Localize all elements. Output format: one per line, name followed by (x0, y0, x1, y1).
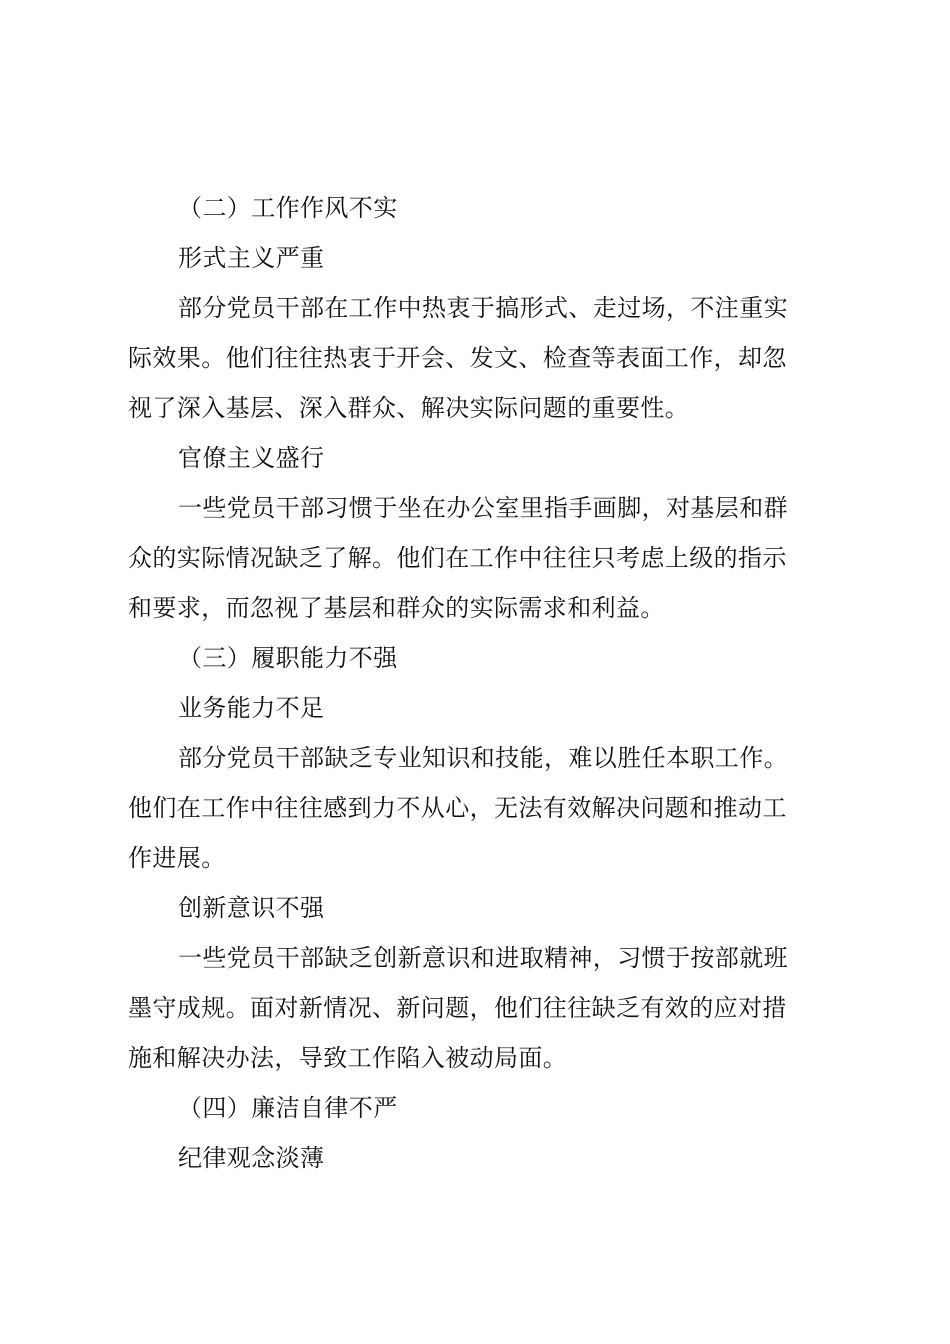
paragraph-line: 视了深入基层、深入群众、解决实际问题的重要性。 (128, 394, 690, 422)
paragraph-line: 部分党员干部缺乏专业知识和技能，难以胜任本职工作。 (178, 744, 788, 772)
paragraph-line: 墨守成规。面对新情况、新问题，他们往往缺乏有效的应对措 (128, 994, 787, 1022)
paragraph-line: 一些党员干部习惯于坐在办公室里指手画脚，对基层和群 (178, 494, 788, 522)
paragraph-line: 众的实际情况缺乏了解。他们在工作中往往只考虑上级的指示 (128, 544, 787, 572)
paragraph-line: 他们在工作中往往感到力不从心，无法有效解决问题和推动工 (128, 794, 787, 822)
subheading-innovation: 创新意识不强 (178, 894, 325, 922)
paragraph-line: 和要求，而忽视了基层和群众的实际需求和利益。 (128, 594, 665, 622)
section-heading-work-style: （二）工作作风不实 (178, 194, 398, 222)
paragraph-line: 际效果。他们往往热衷于开会、发文、检查等表面工作，却忽 (128, 344, 787, 372)
subheading-business-ability: 业务能力不足 (178, 694, 325, 722)
paragraph-line: 作进展。 (128, 844, 226, 872)
paragraph-line: 施和解决办法，导致工作陷入被动局面。 (128, 1044, 568, 1072)
paragraph-line: 部分党员干部在工作中热衷于搞形式、走过场，不注重实 (178, 294, 788, 322)
subheading-formalism: 形式主义严重 (178, 244, 325, 272)
document-body (128, 183, 836, 1183)
paragraph-line: 一些党员干部缺乏创新意识和进取精神，习惯于按部就班 (178, 944, 788, 972)
section-heading-ability: （三）履职能力不强 (178, 644, 398, 672)
section-heading-integrity: （四）廉洁自律不严 (178, 1094, 398, 1122)
subheading-bureaucratism: 官僚主义盛行 (178, 444, 325, 472)
subheading-discipline: 纪律观念淡薄 (178, 1144, 325, 1172)
